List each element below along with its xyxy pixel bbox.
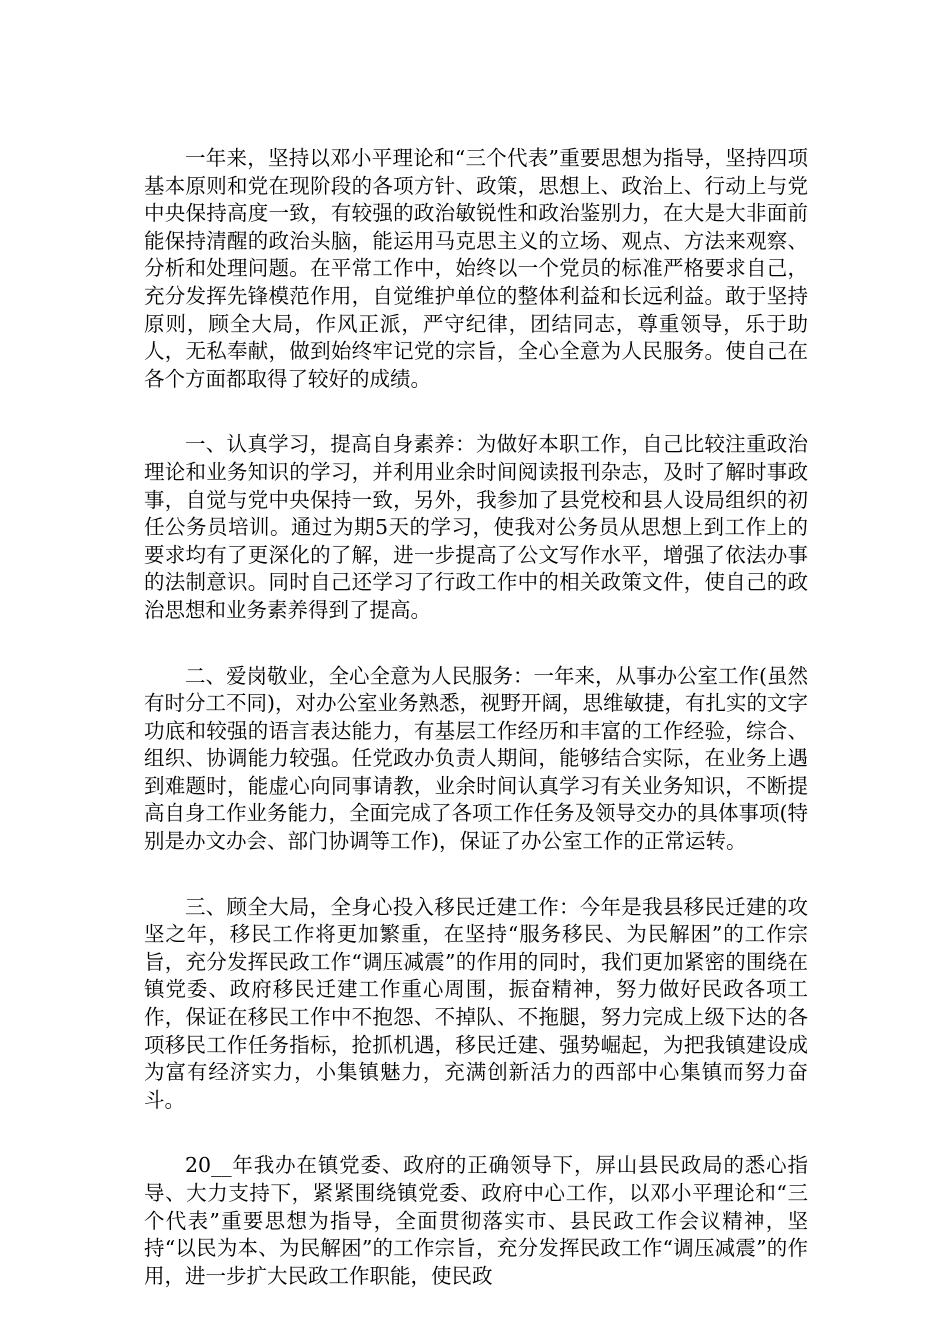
document-body — [144, 145, 808, 1328]
paragraph-study: 一、认真学习，提高自身素养：为做好本职工作，自己比较注重政治理论和业务知识的学习，并利用业余时间阅读报刊杂志，及时了解时事政事，自觉与党中央保持一致，另外，我参加了县党校和县人设局组织的初任公务员培训。通过为期5天的学习，使我对公务员从思想上到工作上的要求均有了更深化的了解，进一步提高了公文写作水平，增强了依法办事的法制意识。同时自己还学习了行政工作中的相关政策文件，使自己的政治思想和业务素养得到了提高。 — [144, 432, 808, 622]
paragraph-migration: 三、顾全大局，全身心投入移民迁建工作：今年是我县移民迁建的攻坚之年，移民工作将更加繁重，在坚持“服务移民、为民解困”的工作宗旨，充分发挥民政工作“调压减震”的作用的同时，我们更加紧密的围绕在镇党委、政府移民迁建工作重心周围，振奋精神，努力做好民政各项工作，保证在移民工作中不抱怨、不掉队、不拖腿，努力完成上级下达的各项移民工作任务指标，抢抓机遇，移民迁建、强势崛起，为把我镇建设成为富有经济实力，小集镇魅力，充满创新活力的西部中心集镇而努力奋斗。 — [144, 894, 808, 1112]
paragraph-civil-affairs: 20__年我办在镇党委、政府的正确领导下，屏山县民政局的悉心指导、大力支持下，紧紧围绕镇党委、政府中心工作，以邓小平理论和“三个代表”重要思想为指导，全面贯彻落实市、县民政工作会议精神，坚持“以民为本、为民解困”的工作宗旨，充分发挥民政工作“调压减震”的作用，进一步扩大民政工作职能，使民政 — [144, 1153, 808, 1288]
paragraph-dedication: 二、爱岗敬业，全心全意为人民服务：一年来，从事办公室工作(虽然有时分工不同)，对办公室业务熟悉，视野开阔，思维敏捷，有扎实的文字功底和较强的语言表达能力，有基层工作经历和丰富的工作经验，综合、组织、协调能力较强。任党政办负责人期间，能够结合实际，在业务上遇到难题时，能虚心向同事请教，业余时间认真学习有关业务知识，不断提高自身工作业务能力，全面完成了各项工作任务及领导交办的具体事项(特别是办文办会、部门协调等工作)，保证了办公室工作的正常运转。 — [144, 663, 808, 854]
paragraph-intro: 一年来，坚持以邓小平理论和“三个代表”重要思想为指导，坚持四项基本原则和党在现阶段的各项方针、政策，思想上、政治上、行动上与党中央保持高度一致，有较强的政治敏锐性和政治鉴别力，在大是大非面前能保持清醒的政治头脑，能运用马克思主义的立场、观点、方法来观察、分析和处理问题。在平常工作中，始终以一个党员的标准严格要求自己，充分发挥先锋模范作用，自觉维护单位的整体利益和长远利益。敢于坚持原则，顾全大局，作风正派，严守纪律，团结同志，尊重领导，乐于助人，无私奉献，做到始终牢记党的宗旨，全心全意为人民服务。使自己在各个方面都取得了较好的成绩。 — [144, 146, 808, 391]
